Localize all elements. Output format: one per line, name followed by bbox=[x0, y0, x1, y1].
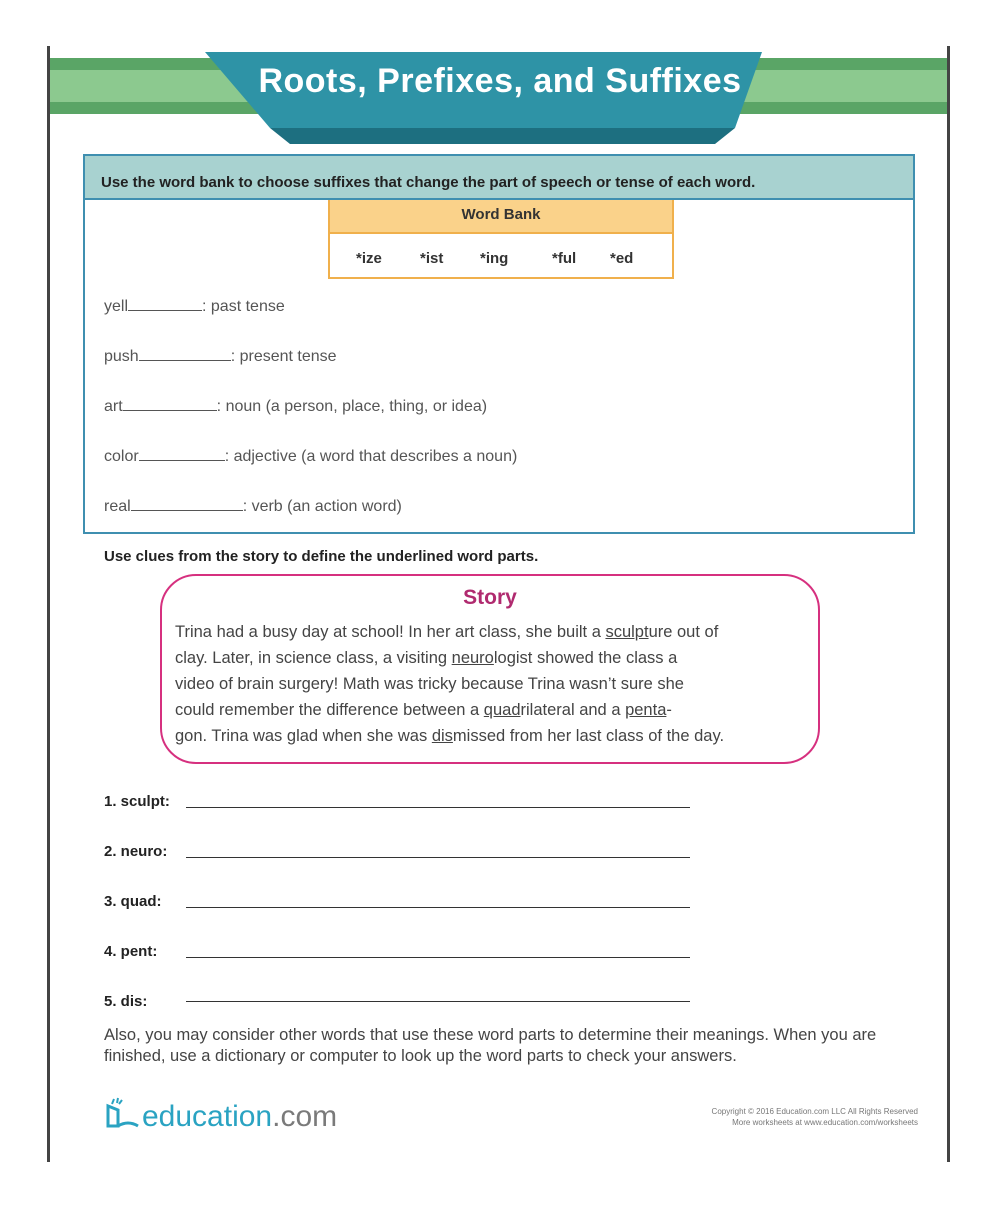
suffix-item-description: : adjective (a word that describes a noun) bbox=[224, 448, 518, 465]
page-border-right bbox=[947, 46, 950, 1162]
underlined-word-part: dis bbox=[431, 727, 453, 745]
word-bank-item: *ing bbox=[480, 250, 509, 267]
answer-blank[interactable] bbox=[139, 346, 231, 361]
question-sculpt-answer-line[interactable] bbox=[186, 807, 690, 808]
suffix-item-word: push bbox=[104, 348, 139, 365]
question-quad-label: 3. quad: bbox=[104, 893, 162, 910]
suffix-item-push bbox=[104, 346, 337, 366]
question-dis-answer-line[interactable] bbox=[186, 1001, 690, 1002]
underlined-word-part: sculpt bbox=[605, 623, 649, 641]
word-bank-heading: Word Bank bbox=[330, 200, 672, 234]
book-icon bbox=[104, 1096, 142, 1130]
page-title: Roots, Prefixes, and Suffixes bbox=[258, 62, 742, 100]
story-line: clay. Later, in science class, a visiting neurologist showed the class a bbox=[175, 649, 678, 667]
suffix-item-real bbox=[104, 496, 402, 516]
question-quad-answer-line[interactable] bbox=[186, 907, 690, 908]
story-line: could remember the difference between a quadrilateral and a penta- bbox=[175, 701, 672, 719]
suffix-section-instruction: Use the word bank to choose suffixes that change the part of speech or tense of each word. bbox=[85, 156, 913, 200]
suffix-item-word: real bbox=[104, 498, 131, 515]
story-line: video of brain surgery! Math was tricky because Trina wasn’t sure she bbox=[175, 675, 684, 693]
word-bank-item: *ist bbox=[420, 250, 444, 267]
story-line: Trina had a busy day at school! In her art class, she built a sculpture out of bbox=[175, 623, 719, 641]
question-neuro-answer-line[interactable] bbox=[186, 857, 690, 858]
word-bank-item: *ize bbox=[356, 250, 382, 267]
more-worksheets-text: More worksheets at www.education.com/worksheets bbox=[732, 1118, 918, 1127]
question-neuro-label: 2. neuro: bbox=[104, 843, 168, 860]
question-pent-answer-line[interactable] bbox=[186, 957, 690, 958]
story-instruction: Use clues from the story to define the underlined word parts. bbox=[104, 548, 539, 565]
suffix-item-description: : verb (an action word) bbox=[242, 498, 402, 515]
copyright-notice bbox=[600, 1106, 918, 1128]
suffix-item-description: : past tense bbox=[202, 298, 285, 315]
suffix-item-word: color bbox=[104, 448, 139, 465]
answer-blank[interactable] bbox=[131, 496, 243, 511]
story-title: Story bbox=[463, 586, 517, 609]
story-line: gon. Trina was glad when she was dismissed from her last class of the day. bbox=[175, 727, 725, 745]
suffix-item-word: yell bbox=[104, 298, 129, 315]
education-logo: education.com bbox=[104, 1096, 337, 1134]
suffix-item-word: art bbox=[104, 398, 123, 415]
underlined-word-part: penta bbox=[625, 701, 667, 719]
answer-blank[interactable] bbox=[139, 446, 225, 461]
word-bank-item: *ed bbox=[610, 250, 634, 267]
suffix-item-art bbox=[104, 396, 487, 416]
suffix-item-description: : noun (a person, place, thing, or idea) bbox=[216, 398, 488, 415]
page-border-left bbox=[47, 46, 50, 1162]
question-dis-label: 5. dis: bbox=[104, 993, 148, 1010]
answer-blank[interactable] bbox=[128, 296, 202, 311]
suffix-item-description: : present tense bbox=[230, 348, 337, 365]
underlined-word-part: quad bbox=[483, 701, 521, 719]
copyright-text: Copyright © 2016 Education.com LLC All Rights Reserved bbox=[711, 1107, 918, 1116]
question-pent-label: 4. pent: bbox=[104, 943, 158, 960]
question-sculpt-label: 1. sculpt: bbox=[104, 793, 170, 810]
closing-instruction: Also, you may consider other words that use these word parts to determine their meanings. When you are finished, use a dictionary or computer to look up the word parts to check your answers. bbox=[104, 1026, 877, 1065]
underlined-word-part: neuro bbox=[451, 649, 494, 667]
suffix-item-yell bbox=[104, 296, 285, 316]
word-bank-item: *ful bbox=[552, 250, 577, 267]
answer-blank[interactable] bbox=[123, 396, 217, 411]
suffix-item-color bbox=[104, 446, 517, 466]
